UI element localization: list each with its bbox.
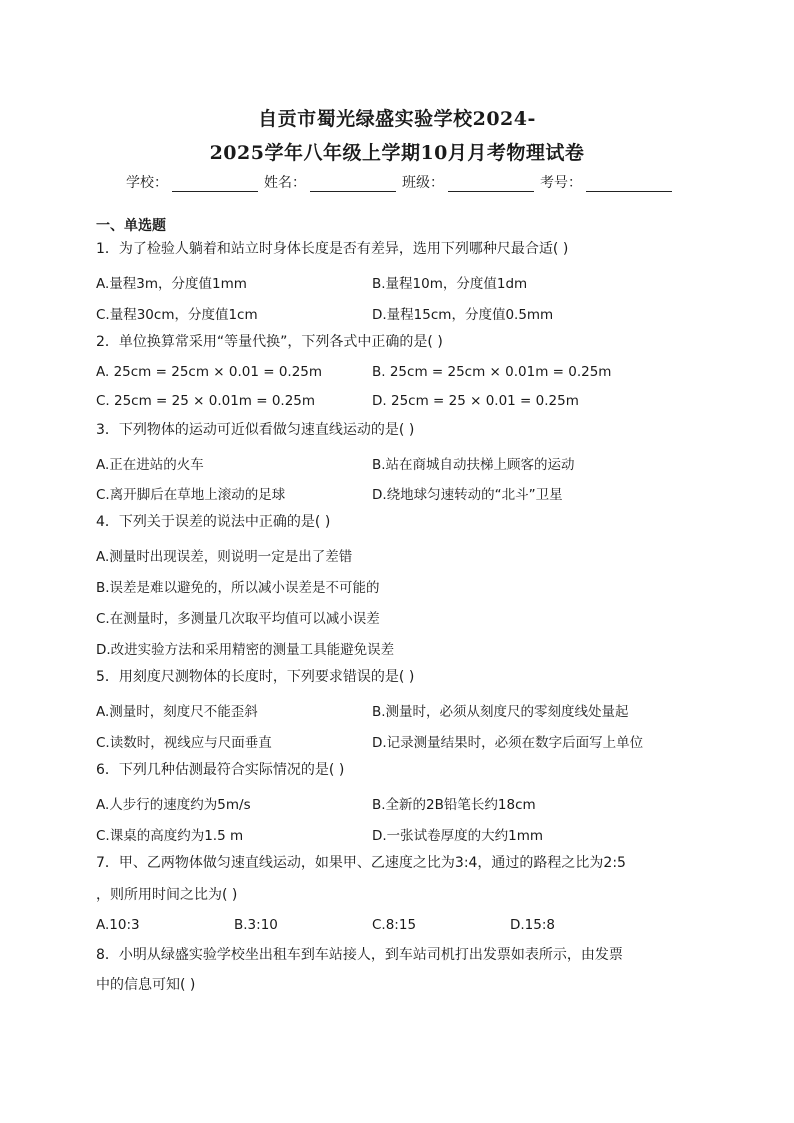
option-d: D.一张试卷厚度的大约1mm bbox=[372, 828, 544, 844]
option-b: B. 25cm = 25cm × 0.01m = 0.25m bbox=[372, 364, 612, 380]
question-stem: 7．甲、乙两物体做匀速直线运动，如果甲、乙速度之比为3:4，通过的路程之比为2:5 bbox=[96, 855, 626, 871]
question-stem: 2．单位换算常采用“等量代换”，下列各式中正确的是( ) bbox=[96, 334, 443, 350]
option-b: B.全新的2B铅笔长约18cm bbox=[372, 797, 536, 813]
option-d: D.15:8 bbox=[510, 917, 556, 933]
option-b: B.3:10 bbox=[234, 917, 278, 933]
option-b: B.量程10m，分度值1dm bbox=[372, 276, 528, 292]
id-blank[interactable] bbox=[586, 175, 672, 192]
option-a: A.量程3m，分度值1mm bbox=[96, 276, 247, 292]
question-stem-continued: ，则所用时间之比为( ) bbox=[96, 887, 238, 903]
option-c: C.在测量时，多测量几次取平均值可以减小误差 bbox=[96, 611, 380, 627]
class-blank[interactable] bbox=[448, 175, 534, 192]
exam-title-line1: 自贡市蜀光绿盛实验学校2024- bbox=[258, 108, 536, 130]
option-c: C.读数时，视线应与尺面垂直 bbox=[96, 735, 272, 751]
question-stem: 1．为了检验人躺着和站立时身体长度是否有差异，选用下列哪种尺最合适( ) bbox=[96, 241, 569, 257]
question-stem: 6．下列几种估测最符合实际情况的是( ) bbox=[96, 762, 345, 778]
option-b: B.站在商城自动扶梯上顾客的运动 bbox=[372, 457, 575, 473]
option-c: C.量程30cm，分度值1cm bbox=[96, 307, 258, 323]
question-stem-continued: 中的信息可知( ) bbox=[96, 977, 196, 993]
option-a: A. 25cm = 25cm × 0.01 = 0.25m bbox=[96, 364, 323, 380]
question-stem: 5．用刻度尺测物体的长度时，下列要求错误的是( ) bbox=[96, 669, 415, 685]
school-blank[interactable] bbox=[172, 175, 258, 192]
option-b: B.误差是难以避免的，所以减小误差是不可能的 bbox=[96, 580, 380, 596]
option-d: D. 25cm = 25 × 0.01 = 0.25m bbox=[372, 393, 579, 409]
name-label: 姓名： bbox=[264, 175, 306, 191]
name-blank[interactable] bbox=[310, 175, 396, 192]
exam-title-line2: 2025学年八年级上学期10月月考物理试卷 bbox=[209, 142, 585, 164]
option-d: D.记录测量结果时，必须在数字后面写上单位 bbox=[372, 735, 644, 751]
option-d: D.绕地球匀速转动的“北斗”卫星 bbox=[372, 487, 563, 503]
option-c: C.课桌的高度约为1.5 m bbox=[96, 828, 244, 844]
school-label: 学校： bbox=[126, 175, 168, 191]
option-c: C.离开脚后在草地上滚动的足球 bbox=[96, 487, 286, 503]
option-a: A.正在进站的火车 bbox=[96, 457, 204, 473]
student-info-row bbox=[126, 172, 678, 192]
question-stem: 4．下列关于误差的说法中正确的是( ) bbox=[96, 514, 331, 530]
school-field bbox=[126, 172, 262, 192]
question-stem: 8．小明从绿盛实验学校坐出租车到车站接人，到车站司机打出发票如表所示，由发票 bbox=[96, 947, 623, 963]
option-c: C. 25cm = 25 × 0.01m = 0.25m bbox=[96, 393, 316, 409]
option-d: D.量程15cm，分度值0.5mm bbox=[372, 307, 554, 323]
option-a: A.测量时，刻度尺不能歪斜 bbox=[96, 704, 258, 720]
option-c: C.8:15 bbox=[372, 917, 417, 933]
option-b: B.测量时，必须从刻度尺的零刻度线处量起 bbox=[372, 704, 629, 720]
option-a: A.10:3 bbox=[96, 917, 140, 933]
class-field bbox=[402, 172, 538, 192]
class-label: 班级： bbox=[402, 175, 444, 191]
section-heading: 一、单选题 bbox=[96, 218, 166, 234]
id-label: 考号： bbox=[540, 175, 582, 191]
id-field bbox=[540, 172, 676, 192]
option-a: A.测量时出现误差，则说明一定是出了差错 bbox=[96, 549, 353, 565]
option-d: D.改进实验方法和采用精密的测量工具能避免误差 bbox=[96, 642, 395, 658]
option-a: A.人步行的速度约为5m/s bbox=[96, 797, 251, 813]
name-field bbox=[264, 172, 400, 192]
question-stem: 3．下列物体的运动可近似看做匀速直线运动的是( ) bbox=[96, 422, 415, 438]
